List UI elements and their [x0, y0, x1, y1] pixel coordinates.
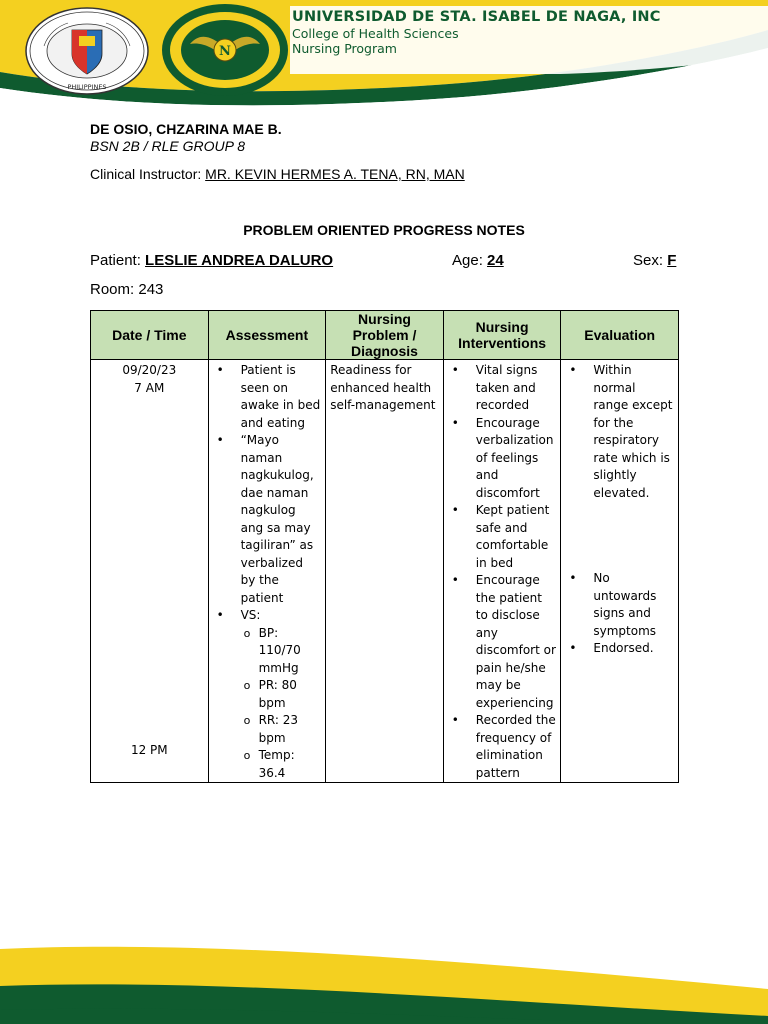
table-row: [91, 360, 679, 783]
student-section: BSN 2B / RLE GROUP 8: [90, 138, 246, 154]
interventions-list: [448, 362, 557, 782]
university-seal-icon: [24, 6, 150, 96]
student-name: DE OSIO, CHZARINA MAE B.: [90, 121, 282, 137]
room-label: Room:: [90, 281, 135, 298]
column-header-assessment: Assessment: [208, 311, 326, 360]
room-value: 243: [138, 281, 164, 298]
evaluation-item: • Endorsed.: [565, 640, 674, 658]
vital-sign-item: o RR: 23 bpm: [241, 712, 322, 747]
vital-sign-item: o Temp: 36.4: [241, 747, 322, 782]
assessment-item: • Patient is seen on awake in bed and eating: [213, 362, 322, 432]
intervention-item: • Kept patient safe and comfortable in bed: [448, 502, 557, 572]
instructor-name: MR. KEVIN HERMES A. TENA, RN, MAN: [205, 166, 465, 182]
cell-diagnosis: [326, 360, 444, 783]
cell-evaluation: [561, 360, 679, 783]
program-name: Nursing Program: [292, 41, 397, 56]
footer-wave: [0, 924, 768, 1024]
sex-label: Sex:: [633, 252, 664, 269]
seal-location-text: PHILIPPINES: [67, 83, 107, 91]
entry-date: 09/20/23: [122, 363, 177, 377]
cell-date-time: [91, 360, 209, 783]
vital-sign-item: o PR: 80 bpm: [241, 677, 322, 712]
vital-signs-label: VS:: [240, 608, 261, 622]
progress-notes-table: [90, 310, 679, 783]
intervention-item: • Encourage the patient to disclose any discomfort or pain he/she may be experiencing: [448, 572, 557, 712]
evaluation-list-later: [565, 570, 674, 658]
table-header-row: [91, 311, 679, 360]
cell-interventions: [443, 360, 561, 783]
evaluation-list: [565, 362, 674, 502]
vital-sign-item: o BP: 110/70 mmHg: [241, 625, 322, 678]
age-label: Age:: [452, 252, 483, 269]
assessment-item: • “Mayo naman nagkukulog, dae naman nagkulog ang sa may tagiliran” as verbalized by the patient: [213, 432, 322, 607]
university-name: UNIVERSIDAD DE STA. ISABEL DE NAGA, INC: [292, 9, 661, 25]
evaluation-spacer: [565, 502, 674, 570]
entry-time-start: 7 AM: [134, 380, 165, 395]
column-header-diagnosis: Nursing Problem / Diagnosis: [326, 311, 444, 360]
letterhead: [0, 0, 768, 110]
intervention-item: • Vital signs taken and recorded: [448, 362, 557, 415]
clinical-instructor-line: [90, 166, 465, 182]
age-line: [452, 252, 504, 269]
evaluation-item: • Within normal range except for the respiratory rate which is slightly elevated.: [565, 362, 674, 502]
vital-signs-list: [241, 625, 322, 783]
intervention-item: • Encourage verbalization of feelings and discomfort: [448, 415, 557, 503]
age-value: 24: [487, 252, 504, 269]
column-header-evaluation: Evaluation: [561, 311, 679, 360]
room-line: [90, 281, 163, 298]
entry-time-end: 12 PM: [130, 743, 168, 757]
logo-letter: N: [219, 44, 231, 59]
column-header-interventions: Nursing Interventions: [443, 311, 561, 360]
assessment-list: [213, 362, 322, 782]
intervention-item: • Recorded the frequency of elimination pattern: [448, 712, 557, 782]
patient-label: Patient:: [90, 252, 141, 269]
sex-value: F: [667, 252, 677, 269]
instructor-label: Clinical Instructor:: [90, 166, 202, 182]
patient-name: LESLIE ANDREA DALURO: [145, 252, 334, 269]
college-name: College of Health Sciences: [292, 26, 459, 41]
document-title: PROBLEM ORIENTED PROGRESS NOTES: [243, 222, 525, 238]
cell-assessment: [208, 360, 326, 783]
diagnosis-text: Readiness for enhanced health self-management: [330, 363, 436, 412]
college-of-nursing-logo-icon: [160, 2, 290, 98]
patient-line: [90, 252, 333, 269]
column-header-date-time: Date / Time: [91, 311, 209, 360]
evaluation-item: • No untowards signs and symptoms: [565, 570, 674, 640]
sex-line: [633, 252, 676, 269]
assessment-item-vs: [213, 607, 322, 782]
